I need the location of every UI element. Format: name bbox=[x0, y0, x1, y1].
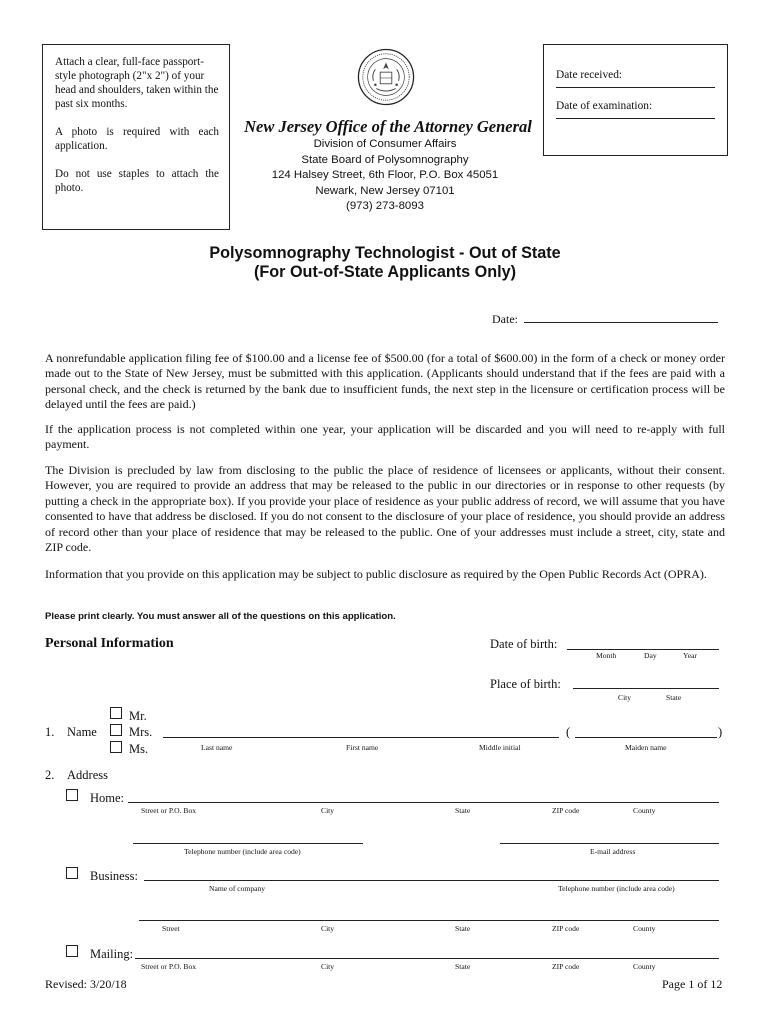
mailing-address-field[interactable] bbox=[135, 945, 719, 959]
date-examination-label: Date of examination: bbox=[556, 100, 653, 112]
home-county-caption: County bbox=[633, 806, 656, 815]
home-street-caption: Street or P.O. Box bbox=[141, 806, 197, 815]
mailing-city-caption: City bbox=[321, 962, 335, 971]
photo-instruction-2: A photo is required with each application. bbox=[55, 126, 219, 152]
business-telephone-caption: Telephone number (include area code) bbox=[558, 884, 675, 893]
ms-label: Ms. bbox=[129, 742, 149, 756]
mailing-zip-caption: ZIP code bbox=[552, 962, 580, 971]
business-company-field[interactable] bbox=[144, 867, 719, 881]
completion-paragraph: If the application process is not completed within one year, your application will be discarded and you will need to re-apply with full payment. bbox=[45, 422, 725, 452]
office-address-block bbox=[230, 137, 540, 215]
mailing-checkbox[interactable] bbox=[66, 945, 78, 957]
print-instructions: Please print clearly. You must answer all of the questions on this application. bbox=[45, 611, 396, 622]
dob-field[interactable] bbox=[567, 636, 719, 650]
form-title-line-2: (For Out-of-State Applicants Only) bbox=[254, 263, 516, 281]
revision-date: Revised: 3/20/18 bbox=[45, 977, 127, 991]
mailing-state-caption: State bbox=[455, 962, 471, 971]
dob-day-caption: Day bbox=[644, 651, 657, 660]
email-caption: E-mail address bbox=[590, 847, 636, 856]
home-checkbox[interactable] bbox=[66, 789, 78, 801]
mrs-checkbox[interactable] bbox=[110, 724, 122, 736]
privacy-paragraph: The Division is precluded by law from disclosing to the public the place of residence of licensees or applicants, without their consent. However, you are required to provide an address that may be released to the public in our directories or in response to other requests (by putting a check in the appropriate box). If you provide your place of residence as your public address of record, we will assume that you have consented to have that address be disclosed. If you do not consent to the disclosure of your place of residence, you should provide an address of record other than your place of residence that may be released to the public. One of your addresses must include a street, city, state and ZIP code. bbox=[45, 463, 725, 555]
maiden-name-field[interactable] bbox=[575, 724, 717, 738]
dob-label: Date of birth: bbox=[490, 637, 558, 651]
address-label: Address bbox=[67, 768, 108, 782]
dob-month-caption: Month bbox=[596, 651, 617, 660]
office-use-box bbox=[543, 44, 728, 156]
home-telephone-caption: Telephone number (include area code) bbox=[184, 847, 301, 856]
date-field[interactable] bbox=[524, 311, 718, 323]
date-examination-line bbox=[556, 118, 715, 119]
mr-checkbox[interactable] bbox=[110, 707, 122, 719]
mr-label: Mr. bbox=[129, 709, 147, 723]
date-received-label: Date received: bbox=[556, 69, 623, 81]
email-field[interactable] bbox=[500, 830, 719, 844]
company-caption: Name of company bbox=[209, 884, 266, 893]
home-state-caption: State bbox=[455, 806, 471, 815]
pob-city-caption: City bbox=[618, 693, 632, 702]
form-title bbox=[60, 244, 710, 282]
full-name-field[interactable] bbox=[163, 724, 559, 738]
office-city: Newark, New Jersey 07101 bbox=[315, 184, 455, 197]
home-city-caption: City bbox=[321, 806, 335, 815]
state-seal-icon bbox=[357, 48, 415, 106]
business-street-caption: Street bbox=[162, 924, 180, 933]
board-name: State Board of Polysomnography bbox=[301, 153, 469, 166]
mailing-label: Mailing: bbox=[90, 947, 134, 961]
photo-instructions-box bbox=[42, 44, 230, 230]
name-number: 1. bbox=[45, 725, 55, 739]
name-label: Name bbox=[67, 725, 97, 739]
application-date bbox=[492, 311, 718, 327]
pob-label: Place of birth: bbox=[490, 677, 561, 691]
last-name-caption: Last name bbox=[201, 743, 233, 752]
maiden-paren-open: ( bbox=[566, 725, 571, 739]
business-county-caption: County bbox=[633, 924, 656, 933]
fee-paragraph: A nonrefundable application filing fee of $100.00 and a license fee of $500.00 (for a total of $600.00) in the form of a check or money order made out to the State of New Jersey, must be submitted with this application. (Applicants should understand that if the fees are paid with a personal check, and the check is returned by the bank due to insufficient funds, the next step in the licensure or certification process will be delayed until the fees are paid.) bbox=[45, 351, 725, 412]
division-name: Division of Consumer Affairs bbox=[313, 138, 457, 150]
office-street: 124 Halsey Street, 6th Floor, P.O. Box 45051 bbox=[271, 169, 499, 181]
first-name-caption: First name bbox=[346, 743, 379, 752]
pob-state-caption: State bbox=[666, 693, 682, 702]
maiden-paren-close: ) bbox=[718, 725, 723, 739]
middle-initial-caption: Middle initial bbox=[479, 743, 521, 752]
home-zip-caption: ZIP code bbox=[552, 806, 580, 815]
home-address-field[interactable] bbox=[128, 789, 719, 803]
dob-year-caption: Year bbox=[683, 651, 697, 660]
photo-instruction-3: Do not use staples to attach the photo. bbox=[55, 168, 219, 194]
office-title: New Jersey Office of the Attorney General bbox=[244, 117, 532, 136]
personal-information-heading: Personal Information bbox=[45, 636, 174, 651]
business-checkbox[interactable] bbox=[66, 867, 78, 879]
maiden-name-caption: Maiden name bbox=[625, 743, 667, 752]
mailing-street-caption: Street or P.O. Box bbox=[141, 962, 197, 971]
ms-checkbox[interactable] bbox=[110, 741, 122, 753]
form-title-line-1: Polysomnography Technologist - Out of State bbox=[209, 244, 561, 262]
date-received-line bbox=[556, 87, 715, 88]
date-label: Date: bbox=[492, 312, 518, 326]
page-number: Page 1 of 12 bbox=[662, 977, 723, 991]
home-label: Home: bbox=[90, 791, 125, 805]
pob-field[interactable] bbox=[573, 675, 719, 689]
mailing-county-caption: County bbox=[633, 962, 656, 971]
office-phone: (973) 273-8093 bbox=[346, 200, 424, 212]
business-city-caption: City bbox=[321, 924, 335, 933]
mrs-label: Mrs. bbox=[129, 725, 153, 739]
business-zip-caption: ZIP code bbox=[552, 924, 580, 933]
business-address-field[interactable] bbox=[139, 907, 719, 921]
business-state-caption: State bbox=[455, 924, 471, 933]
address-number: 2. bbox=[45, 768, 55, 782]
photo-instruction-1: Attach a clear, full-face passport-style photograph (2"x 2") of your head and shoulders, taken within the past six months. bbox=[55, 56, 219, 110]
opra-paragraph: Information that you provide on this application may be subject to public disclosure as required by the Open Public Records Act (OPRA). bbox=[45, 567, 707, 581]
home-telephone-field[interactable] bbox=[133, 830, 363, 844]
business-label: Business: bbox=[90, 869, 138, 883]
